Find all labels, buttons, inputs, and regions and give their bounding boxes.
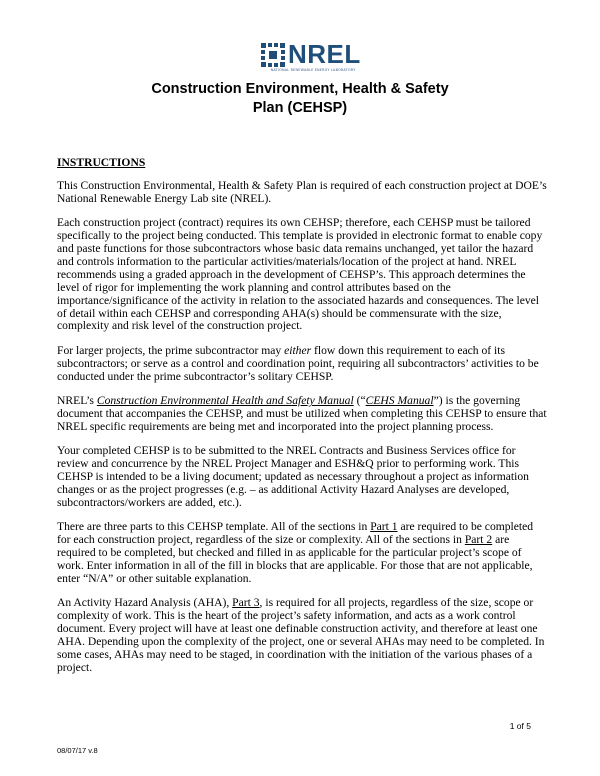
paragraph-1: This Construction Environmental, Health & Safety Plan is required of each construction project at DOE’s National Renewable Energy Lab site (NREL). — [57, 178, 547, 205]
text-span: NREL’s — [57, 394, 97, 408]
part-1-link[interactable]: Part 1 — [370, 520, 398, 534]
paragraph-4 — [57, 395, 547, 434]
text-span: (“ — [353, 394, 366, 408]
cehs-manual-short-link[interactable]: CEHS Manual — [365, 394, 434, 408]
paragraph-6 — [57, 521, 547, 586]
part-2-link[interactable]: Part 2 — [464, 533, 493, 547]
text-span: An Activity Hazard Analysis (AHA), — [57, 596, 233, 610]
emphasis-either: either — [284, 343, 312, 357]
nrel-logo-mark-icon — [261, 43, 285, 67]
paragraph-7 — [57, 597, 547, 674]
version-date: 08/07/17 v.8 — [57, 746, 98, 755]
text-span: are required to be completed, but checked and filled in as applicable for the particular project’s scope of work. Enter information in all of the fill in blocks that are applicable. For those that are not applicable, enter “N/A” or other suitable explanation. — [57, 533, 533, 585]
text-span: There are three parts to this CEHSP template. All of the sections in — [57, 520, 371, 534]
nrel-logo — [261, 39, 365, 78]
instructions-heading: INSTRUCTIONS — [57, 156, 146, 169]
page-number: 1 of 5 — [509, 721, 531, 731]
paragraph-5: Your completed CEHSP is to be submitted to the NREL Contracts and Business Services office for review and concurrence by the NREL Project Manager and ESH&Q prior to performing work. This CEHSP is intended to be a living document; updated as necessary throughout a project as information changes or as the project progresses (e.g. – as additional Activity Hazard Analyses are developed, subcontractors/workers are added, etc.). — [57, 444, 529, 509]
part-3-link[interactable]: Part 3 — [232, 596, 260, 610]
paragraph-2: Each construction project (contract) requires its own CEHSP; therefore, each CEHSP must be tailored specifically to the project being conducted. This template is provided in electronic format to enable copy and paste functions for those subcontractors whose basic data remains unchanged, yet tailor the hazard and controls information to the particular activities/materials/location of the project at hand. NREL recommends using a graded approach in the development of CEHSP’s. This approach determines the level of rigor for implementing the work planning and control attributes based on the importance/significance of the activity in relation to the associated hazards and consequences. The level of detail within each CEHSP and corresponding AHA(s) should be commensurate with the size, complexity and risk level of the construction project. — [57, 216, 543, 333]
text-span: flow down this requirement to each of its subcontractors; or serve as a control and coordination point, requiring all subcontractors’ activities to be conducted under the prime subcontractor’s solitary CEHSP. — [57, 343, 539, 383]
nrel-logo-subtitle: NATIONAL RENEWABLE ENERGY LABORATORY — [270, 68, 356, 72]
title-line-1: Construction Environment, Health & Safety — [151, 81, 449, 97]
cehs-manual-link[interactable]: Construction Environmental Health and Safety Manual — [96, 394, 354, 408]
nrel-logo-text: NREL — [288, 39, 361, 69]
text-span: are required to be completed for each construction project, regardless of the size or complexity. All of the sections in — [57, 520, 534, 547]
text-span: , is required for all projects, regardless of the size, scope or complexity of work. This is the heart of the project’s safety information, and acts as a work control document. Every project will have at least one definable construction activity, and therefore at least one AHA. Depending upon the complexity of the project, one or several AHAs may need to be completed. In some cases, AHAs may need to be staged, in coordination with the initiation of the various phases of a project. — [57, 596, 545, 674]
paragraph-3 — [57, 345, 547, 384]
instructions-section — [57, 157, 547, 686]
text-span: For larger projects, the prime subcontractor may — [57, 343, 285, 357]
text-span: ”) is the governing document that accompanies the CEHSP, and must be utilized when completing this CEHSP to ensure that NREL specific requirements are being met and incorporated into the project planning process. — [57, 394, 547, 433]
document-title — [100, 80, 500, 118]
title-line-2: Plan (CEHSP) — [252, 100, 348, 116]
